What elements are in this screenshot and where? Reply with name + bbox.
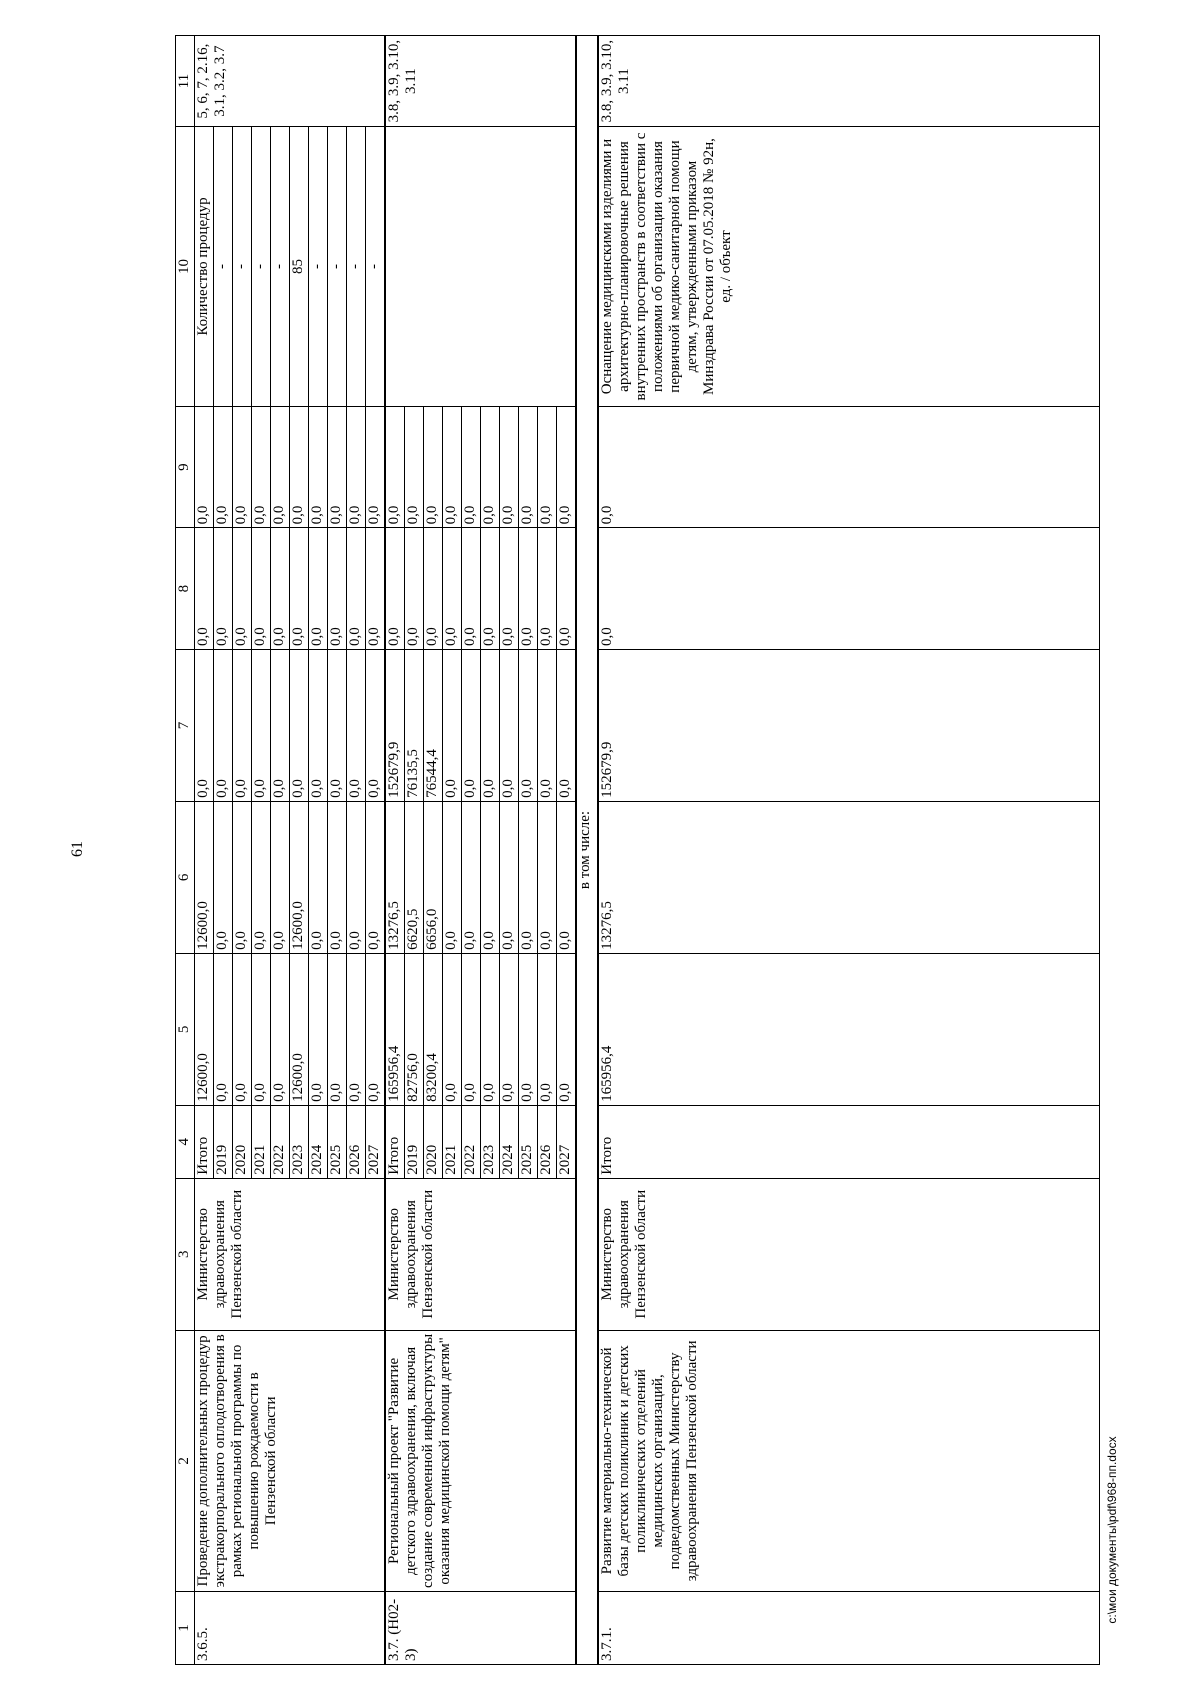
value-cell: 0,0 — [195, 649, 214, 801]
value-cell: 0,0 — [462, 649, 481, 801]
value-cell: 0,0 — [328, 649, 347, 801]
indicator-value: - — [347, 127, 366, 407]
indicator-value: - — [214, 127, 233, 407]
table-row — [385, 36, 405, 1665]
value-cell: 12600,0 — [195, 801, 214, 953]
year-cell: Итого — [195, 1105, 214, 1178]
value-cell: 0,0 — [557, 801, 577, 953]
indicator-value: - — [233, 127, 252, 407]
value-cell: 0,0 — [214, 406, 233, 528]
indicator-value: - — [328, 127, 347, 407]
value-cell: 0,0 — [519, 953, 538, 1105]
value-cell: 0,0 — [500, 406, 519, 528]
table-row — [195, 36, 214, 1665]
value-cell: 0,0 — [481, 649, 500, 801]
value-cell: 0,0 — [195, 406, 214, 528]
value-cell: 0,0 — [500, 801, 519, 953]
executor: Министерство здравоохранения Пензенской области — [195, 1178, 386, 1330]
value-cell: 0,0 — [519, 528, 538, 650]
value-cell: 0,0 — [385, 406, 405, 528]
value-cell: 0,0 — [462, 801, 481, 953]
value-cell: 0,0 — [233, 801, 252, 953]
indicator-name — [385, 127, 576, 407]
references: 3.8, 3.9, 3.10, 3.11 — [598, 36, 1100, 127]
value-cell: 0,0 — [347, 953, 366, 1105]
col-header-7: 7 — [176, 649, 195, 801]
year-cell: 2026 — [538, 1105, 557, 1178]
value-cell: 0,0 — [405, 528, 424, 650]
value-cell: 0,0 — [347, 406, 366, 528]
indicator-value: 85 — [290, 127, 309, 407]
value-cell: 0,0 — [328, 953, 347, 1105]
row-number: 3.7. (Н02-3) — [385, 1592, 576, 1665]
year-cell: 2024 — [309, 1105, 328, 1178]
footer-file-path: c:\мои документы\pdf\968-пп.docx — [1105, 1436, 1119, 1624]
executor: Министерство здравоохранения Пензенской области — [385, 1178, 576, 1330]
value-cell: 0,0 — [328, 406, 347, 528]
value-cell: 0,0 — [309, 406, 328, 528]
value-cell: 0,0 — [481, 801, 500, 953]
value-cell: 0,0 — [538, 528, 557, 650]
value-cell: 0,0 — [424, 528, 443, 650]
table-row — [598, 36, 1100, 1665]
value-cell: 82756,0 — [405, 953, 424, 1105]
row-number: 3.7.1. — [598, 1592, 1100, 1665]
value-cell: 0,0 — [290, 528, 309, 650]
year-cell: 2024 — [500, 1105, 519, 1178]
value-cell: 0,0 — [328, 801, 347, 953]
value-cell: 13276,5 — [598, 801, 1100, 953]
value-cell: 0,0 — [309, 953, 328, 1105]
value-cell: 0,0 — [290, 649, 309, 801]
value-cell: 0,0 — [309, 528, 328, 650]
col-header-10: 10 — [176, 127, 195, 407]
value-cell: 0,0 — [366, 649, 386, 801]
rotated-table-stage — [175, 35, 1100, 1665]
value-cell: 0,0 — [519, 406, 538, 528]
value-cell: 0,0 — [290, 406, 309, 528]
value-cell: 0,0 — [405, 406, 424, 528]
value-cell: 0,0 — [366, 801, 386, 953]
value-cell: 0,0 — [538, 801, 557, 953]
col-header-2: 2 — [176, 1330, 195, 1591]
value-cell: 0,0 — [557, 406, 577, 528]
value-cell: 0,0 — [443, 406, 462, 528]
value-cell: 0,0 — [309, 801, 328, 953]
col-header-4: 4 — [176, 1105, 195, 1178]
value-cell: 0,0 — [271, 953, 290, 1105]
indicator-value: - — [271, 127, 290, 407]
value-cell: 0,0 — [252, 649, 271, 801]
value-cell: 0,0 — [557, 649, 577, 801]
year-cell: 2025 — [328, 1105, 347, 1178]
value-cell: 0,0 — [252, 406, 271, 528]
value-cell: 0,0 — [538, 649, 557, 801]
value-cell: 0,0 — [500, 649, 519, 801]
year-cell: 2021 — [443, 1105, 462, 1178]
value-cell: 0,0 — [462, 528, 481, 650]
value-cell: 0,0 — [347, 801, 366, 953]
year-cell: 2023 — [481, 1105, 500, 1178]
value-cell: 0,0 — [347, 649, 366, 801]
page-number: 61 — [69, 841, 86, 857]
measure-name: Региональный проект "Развитие детского здравоохранения, включая создание современной инфраструктуры оказания медицинской помощи детям" — [385, 1330, 576, 1591]
row-number: 3.6.5. — [195, 1592, 386, 1665]
value-cell: 0,0 — [500, 953, 519, 1105]
col-header-8: 8 — [176, 528, 195, 650]
value-cell: 0,0 — [252, 953, 271, 1105]
year-cell: 2019 — [214, 1105, 233, 1178]
value-cell: 12600,0 — [290, 953, 309, 1105]
value-cell: 0,0 — [347, 528, 366, 650]
value-cell: 0,0 — [481, 953, 500, 1105]
value-cell: 152679,9 — [385, 649, 405, 801]
year-cell: Итого — [385, 1105, 405, 1178]
value-cell: 0,0 — [366, 528, 386, 650]
header-row — [176, 36, 195, 1665]
value-cell: 0,0 — [271, 801, 290, 953]
value-cell: 0,0 — [195, 528, 214, 650]
value-cell: 0,0 — [481, 406, 500, 528]
value-cell: 0,0 — [538, 953, 557, 1105]
value-cell: 0,0 — [214, 649, 233, 801]
value-cell: 76544,4 — [424, 649, 443, 801]
value-cell: 0,0 — [481, 528, 500, 650]
col-header-9: 9 — [176, 406, 195, 528]
indicator-name: Количество процедур — [195, 127, 214, 407]
indicator-value: - — [252, 127, 271, 407]
col-header-3: 3 — [176, 1178, 195, 1330]
value-cell: 0,0 — [233, 649, 252, 801]
value-cell: 0,0 — [233, 528, 252, 650]
references: 5, 6, 7, 2.16, 3.1, 3.2, 3.7 — [195, 36, 386, 127]
value-cell: 0,0 — [214, 528, 233, 650]
value-cell: 0,0 — [214, 953, 233, 1105]
value-cell: 0,0 — [424, 406, 443, 528]
value-cell: 0,0 — [443, 528, 462, 650]
col-header-1: 1 — [176, 1592, 195, 1665]
indicator-value: - — [309, 127, 328, 407]
value-cell: 0,0 — [271, 649, 290, 801]
value-cell: 0,0 — [443, 801, 462, 953]
subsection-caption: в том числе: — [576, 36, 598, 1665]
value-cell: 0,0 — [443, 649, 462, 801]
value-cell: 0,0 — [233, 406, 252, 528]
col-header-11: 11 — [176, 36, 195, 127]
value-cell: 0,0 — [366, 406, 386, 528]
value-cell: 6620,5 — [405, 801, 424, 953]
year-cell: 2027 — [557, 1105, 577, 1178]
value-cell: 0,0 — [462, 406, 481, 528]
indicator-name: Оснащение медицинскими изделиями и архитектурно-планировочные решения внутренних пространств в соответствии с положениями об организации оказания первичной медико-санитарной помощи детям, утвержденными приказом Минздрава России от 07.05.2018 № 92н, ед. / объект — [598, 127, 1100, 407]
value-cell: 165956,4 — [598, 953, 1100, 1105]
year-cell: 2020 — [424, 1105, 443, 1178]
program-measures-table — [175, 35, 1100, 1665]
value-cell: 0,0 — [214, 801, 233, 953]
value-cell: 0,0 — [328, 528, 347, 650]
value-cell: 152679,9 — [598, 649, 1100, 801]
measure-name: Проведение дополнительных процедур экстракорпорального оплодотворения в рамках региональной программы по повышению рождаемости в Пензенской области — [195, 1330, 386, 1591]
value-cell: 6656,0 — [424, 801, 443, 953]
measure-name: Развитие материально-технической базы детских поликлиник и детских поликлинических отделений медицинских организаций, подведомственных Министерству здравоохранения Пензенской области — [598, 1330, 1100, 1591]
year-cell: 2023 — [290, 1105, 309, 1178]
value-cell: 0,0 — [252, 528, 271, 650]
executor: Министерство здравоохранения Пензенской области — [598, 1178, 1100, 1330]
value-cell: 13276,5 — [385, 801, 405, 953]
value-cell: 0,0 — [557, 953, 577, 1105]
year-cell: 2026 — [347, 1105, 366, 1178]
value-cell: 0,0 — [598, 406, 1100, 528]
year-cell: Итого — [598, 1105, 1100, 1178]
value-cell: 0,0 — [252, 801, 271, 953]
value-cell: 0,0 — [500, 528, 519, 650]
value-cell: 12600,0 — [290, 801, 309, 953]
value-cell: 0,0 — [538, 406, 557, 528]
value-cell: 0,0 — [271, 406, 290, 528]
year-cell: 2022 — [271, 1105, 290, 1178]
references: 3.8, 3.9, 3.10, 3.11 — [385, 36, 576, 127]
col-header-6: 6 — [176, 801, 195, 953]
table-row — [576, 36, 598, 1665]
indicator-value: - — [366, 127, 386, 407]
value-cell: 0,0 — [557, 528, 577, 650]
value-cell: 0,0 — [233, 953, 252, 1105]
value-cell: 83200,4 — [424, 953, 443, 1105]
col-header-5: 5 — [176, 953, 195, 1105]
value-cell: 165956,4 — [385, 953, 405, 1105]
value-cell: 0,0 — [598, 528, 1100, 650]
value-cell: 0,0 — [366, 953, 386, 1105]
value-cell: 0,0 — [385, 528, 405, 650]
value-cell: 0,0 — [271, 528, 290, 650]
year-cell: 2027 — [366, 1105, 386, 1178]
value-cell: 76135,5 — [405, 649, 424, 801]
value-cell: 12600,0 — [195, 953, 214, 1105]
value-cell: 0,0 — [519, 801, 538, 953]
year-cell: 2020 — [233, 1105, 252, 1178]
value-cell: 0,0 — [462, 953, 481, 1105]
value-cell: 0,0 — [519, 649, 538, 801]
year-cell: 2025 — [519, 1105, 538, 1178]
value-cell: 0,0 — [443, 953, 462, 1105]
value-cell: 0,0 — [309, 649, 328, 801]
year-cell: 2022 — [462, 1105, 481, 1178]
year-cell: 2021 — [252, 1105, 271, 1178]
year-cell: 2019 — [405, 1105, 424, 1178]
